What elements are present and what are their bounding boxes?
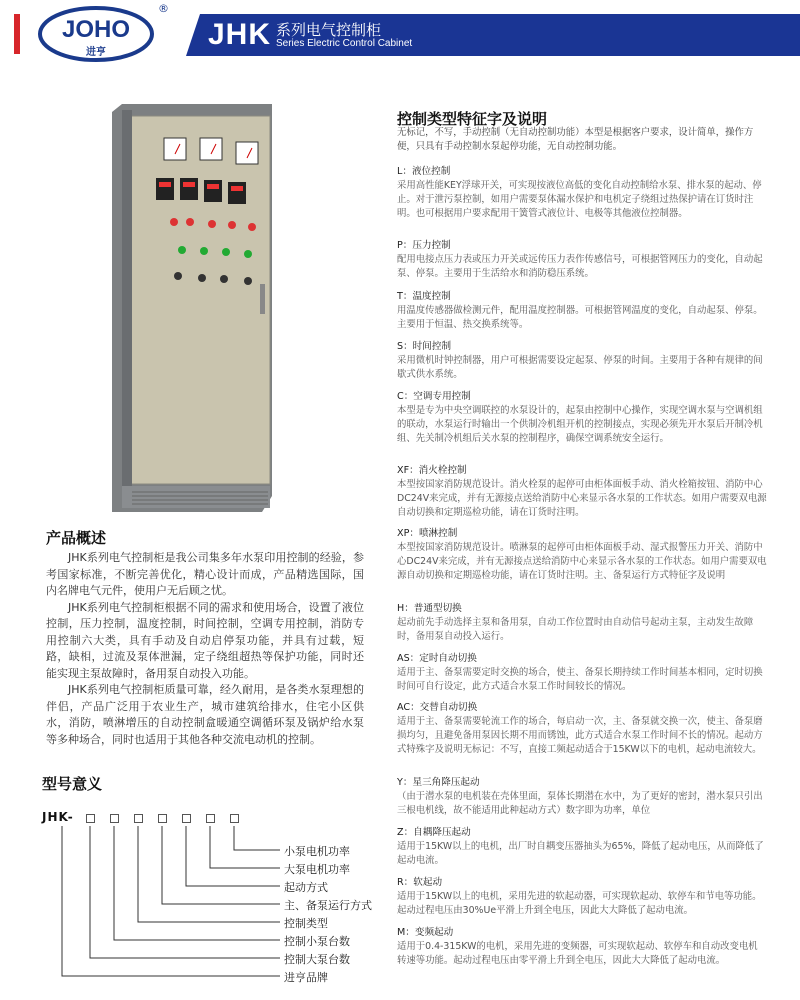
overview-paragraph: JHK系列电气控制柜是我公司集多年水泵印用控制的经验，参考国家标准，不断完善优化，精心设计而成，产品精选国际，国内名牌电气元件，使用户无后顾之忧。 — [46, 551, 364, 597]
features-title: 控制类型特征字及说明 — [397, 110, 548, 128]
feature-item — [397, 826, 767, 868]
model-label: 控制类型 — [284, 917, 328, 930]
feature-item — [397, 701, 767, 757]
series-code: JHK — [208, 18, 272, 51]
feature-body: 适用于0.4-315KW的电机，采用先进的变频器，可实现软起动、软停车和自动改变电机转速等功能。起动过程电压由零平滑上升到全电压，因此大大降低了起动电流。 — [397, 941, 758, 966]
feature-body: 适用于主、备泵需要定时交换的场合，使主、备泵长期持续工作时间基本相同，定时切换时间可自行设定，此方式适合水泵工作时间较长的情况。 — [397, 667, 763, 692]
model-slot — [86, 814, 95, 823]
logo-subtext: 进亨 — [86, 47, 106, 58]
feature-body: 起动前先手动选择主泵和备用泵，自动工作位置时由自动信号起动主泵，主动发生故障时，备用泵自动投入运行。 — [397, 617, 754, 642]
feature-item — [397, 390, 767, 446]
feature-item — [397, 926, 767, 968]
model-slot — [206, 814, 215, 823]
feature-body: 适用于主、备泵需要轮流工作的场合，每启动一次，主、备泵就交换一次，使主、备泵磨损均匀，且避免备用泵因长期不用而锈蚀，此方式适合水泵工作时间不长的情况。起动方式特殊字及说明无标记：不写，直接工频起动适合于15KW以下的电机，起动电流较大。 — [397, 716, 763, 755]
feature-body: 适用于15KW以上的电机，出厂时自耦变压器抽头为65%，降低了起动电压，从而降低了起动电流。 — [397, 841, 764, 866]
model-slot — [110, 814, 119, 823]
model-label: 主、备泵运行方式 — [284, 899, 372, 912]
model-slot — [182, 814, 191, 823]
feature-head: AC：交替自动切换 — [397, 702, 478, 713]
model-prefix: JHK- — [42, 810, 74, 824]
feature-head: XP：喷淋控制 — [397, 528, 458, 539]
feature-item — [397, 340, 767, 382]
feature-item — [397, 464, 767, 520]
feature-item — [397, 239, 767, 281]
joho-logo — [36, 5, 156, 63]
feature-head: R：软起动 — [397, 877, 443, 888]
feature-body: 用温度传感器做检测元件，配用温度控制器。可根据管网温度的变化，自动起泵、停泵。主要用于恒温、热交换系统等。 — [397, 305, 763, 330]
title-en: Series Electric Control Cabinet — [276, 38, 413, 49]
feature-item — [397, 290, 767, 332]
feature-body: （由于潜水泵的电机装在壳体里面，泵体长期潜在水中，为了更好的密封，潜水泵只引出三根电机线，故不能适用此种起动方式）数字即为功率，单位 — [397, 791, 763, 816]
feature-head: H：普通型切换 — [397, 603, 462, 614]
model-label: 控制小泵台数 — [284, 935, 350, 948]
feature-head: C：空调专用控制 — [397, 391, 471, 402]
model-label: 小泵电机功率 — [284, 845, 350, 858]
overview-paragraph: JHK系列电气控制柜质量可靠，经久耐用，是各类水泵理想的伴侣，产品广泛用于农业生产，城市建筑给排水，住宅小区供水，消防，喷淋增压的自动控制盒暖通空调循环泵及锅炉给水泵等多种场合，同时也适用于其他各种交流电动机的控制。 — [46, 683, 364, 746]
feature-item — [397, 776, 767, 818]
meters — [164, 138, 258, 164]
feature-body: 适用于15KW以上的电机，采用先进的软起动器，可实现软起动、软停车和节电等功能。起动过程电压由30%Ue平滑上升到全电压，因此大大降低了起动电流。 — [397, 891, 762, 916]
features-intro: 无标记，不写，手动控制（无自动控制功能）本型是根据客户要求，设计简单，操作方便，只具有手动控制水泵起停功能，无自动控制功能。 — [397, 127, 754, 152]
feature-item — [397, 527, 767, 583]
control-cabinet-image — [112, 104, 272, 512]
feature-body: 采用高性能KEY浮球开关，可实现按液位高低的变化自动控制给水泵、排水泵的起动、停止。对于泄污泵控制，如用户需要泵体漏水保护和电机定子绕组过热保护请在订货时注明。也可根据用户要求配用干簧管式液位计、电极等其他液位控制器。 — [397, 180, 762, 219]
feature-body: 本型按国家消防规范设计。消火栓泵的起停可由柜体面板手动、消火栓箱按钮、消防中心DC24V来完成，并有无源接点送给消防中心来显示各水泵的工作状态。如用户需要双电源自动切换和定期巡检功能，请在订货时注明。 — [397, 479, 767, 518]
model-slot — [158, 814, 167, 823]
feature-item — [397, 876, 767, 918]
overview-paragraph: JHK系列电气控制柜根据不同的需求和使用场合，设置了液位控制，压力控制，温度控制，时间控制，空调专用控制，消防专用控制六大类，具有手动及自动启停泵功能，并具有过载，短路，缺相，过流及泵体泄漏，定子绕组超热等保护功能，同时还能实现主泵故障时，备用泵自动投入功能。 — [46, 600, 364, 680]
feature-body: 配用电接点压力表或压力开关或远传压力表作传感信号，可根据管网压力的变化，自动起泵、停泵。主要用于生活给水和消防稳压系统。 — [397, 254, 763, 279]
feature-body: 本型是专为中央空调联控的水泵设计的，起泵由控制中心操作，实现空调水泵与空调机组的联动，水泵运行时输出一个供制冷机组开机的控制接点，实现必须先开水泵后开制冷机组、先关制冷机组后关水泵的控制程序，确保空调系统安全运行。 — [397, 405, 763, 444]
feature-head: T：温度控制 — [397, 291, 451, 302]
model-label: 控制大泵台数 — [284, 953, 350, 966]
feature-body: 采用微机时钟控制器，用户可根据需要设定起泵、停泵的时间。主要用于各种有规律的间歇式供水系统。 — [397, 355, 763, 380]
band-notch — [186, 14, 200, 56]
feature-item — [397, 165, 767, 221]
model-slot — [134, 814, 143, 823]
overview-title: 产品概述 — [46, 529, 107, 547]
title-cn: 系列电气控制柜 — [276, 21, 382, 39]
model-label: 进亨品牌 — [284, 971, 328, 984]
feature-head: L：液位控制 — [397, 166, 451, 177]
feature-head: S：时间控制 — [397, 341, 452, 352]
feature-head: M：变频起动 — [397, 927, 454, 938]
title-band — [186, 14, 800, 56]
feature-head: Z：自耦降压起动 — [397, 827, 471, 838]
feature-head: Y：星三角降压起动 — [397, 777, 480, 788]
logo-text: JOHO — [61, 16, 131, 43]
feature-item — [397, 652, 767, 694]
feature-head: AS：定时自动切换 — [397, 653, 477, 664]
model-slot — [230, 814, 239, 823]
model-label: 大泵电机功率 — [284, 863, 350, 876]
registered-mark: ® — [158, 2, 169, 15]
feature-item — [397, 602, 767, 644]
feature-head: XF：消火栓控制 — [397, 465, 467, 476]
overview-body — [46, 550, 364, 748]
model-title: 型号意义 — [42, 775, 103, 793]
feature-head: P：压力控制 — [397, 240, 451, 251]
feature-body: 本型按国家消防规范设计。喷淋泵的起停可由柜体面板手动、湿式报警压力开关、消防中心DC24V来完成，并有无源接点送给消防中心来显示各水泵的工作状态。如用户需要双电源自动切换和定期巡检功能，请在订货时注明。主、备泵运行方式特征字及说明 — [397, 542, 767, 581]
accent-bar — [14, 14, 20, 54]
model-label: 起动方式 — [284, 881, 328, 894]
